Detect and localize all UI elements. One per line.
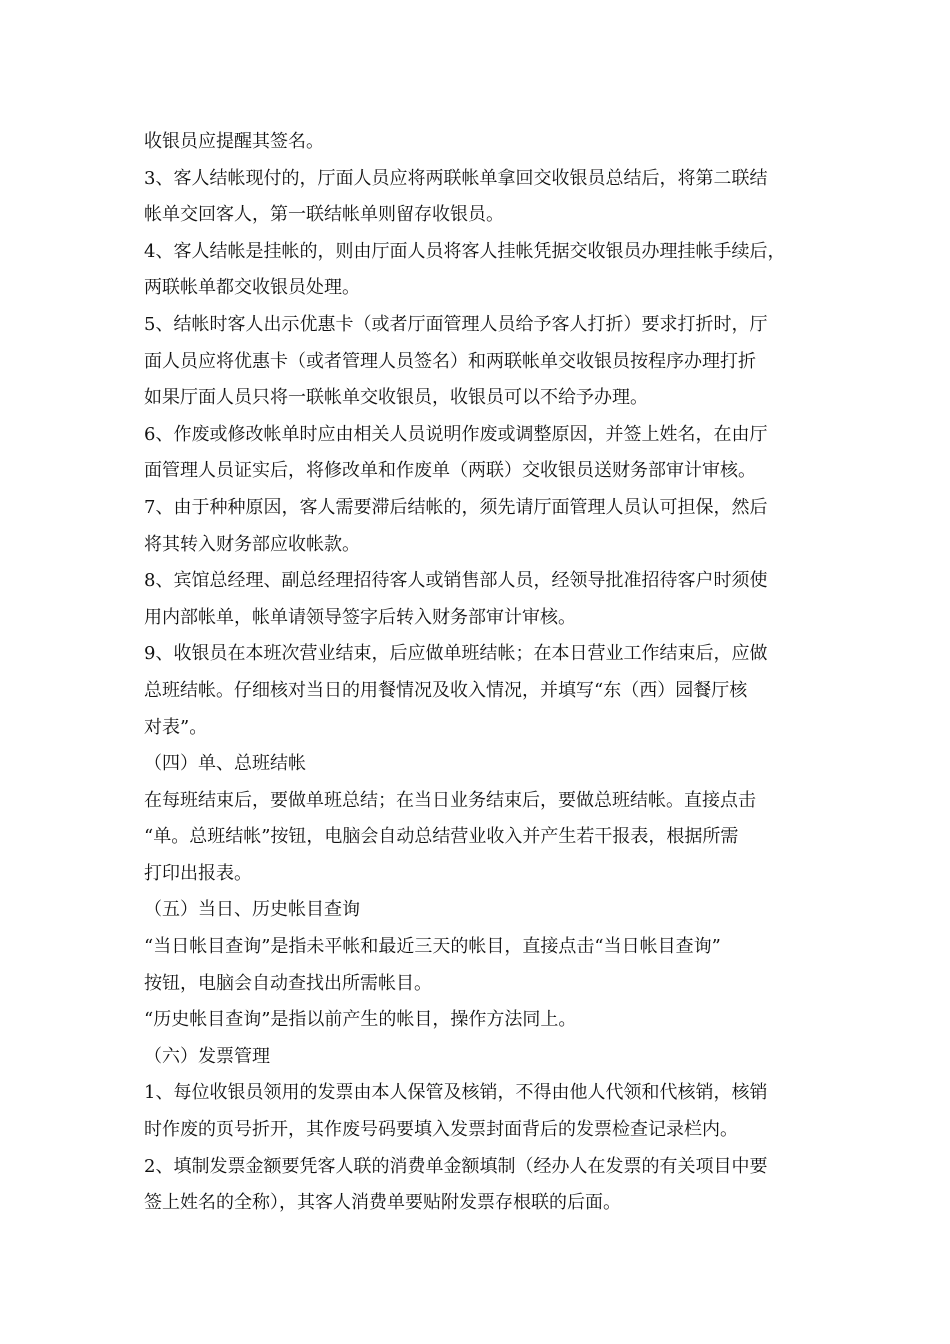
- text-line: 4、客人结帐是挂帐的，则由厅面人员将客人挂帐凭据交收银员办理挂帐手续后，: [144, 240, 786, 262]
- section-heading: （六）发票管理: [144, 1045, 270, 1067]
- text-line: “当日帐目查询”是指未平帐和最近三天的帐目，直接点击“当日帐目查询”: [144, 936, 721, 958]
- document-body: [144, 124, 824, 1222]
- text-line: 8、宾馆总经理、副总经理招待客人或销售部人员，经领导批准招待客户时须使: [144, 570, 768, 592]
- text-line: 收银员应提醒其签名。: [144, 131, 324, 152]
- text-line: “单。总班结帐”按钮，电脑会自动总结营业收入并产生若干报表，根据所需: [144, 826, 739, 848]
- text-line: 1、每位收银员领用的发票由本人保管及核销，不得由他人代领和代核销，核销: [144, 1082, 768, 1104]
- text-line: 总班结帐。仔细核对当日的用餐情况及收入情况，并填写“东（西）园餐厅核: [144, 679, 748, 701]
- text-line: 两联帐单都交收银员处理。: [144, 277, 360, 299]
- text-line: 9、收银员在本班次营业结束，后应做单班结帐；在本日营业工作结束后，应做: [144, 643, 768, 665]
- text-line: 5、结帐时客人出示优惠卡（或者厅面管理人员给予客人打折）要求打折时，厅: [144, 313, 768, 335]
- text-line: 帐单交回客人，第一联结帐单则留存收银员。: [144, 204, 504, 226]
- text-line: 7、由于种种原因，客人需要滞后结帐的，须先请厅面管理人员认可担保，然后: [144, 496, 768, 518]
- text-line: 用内部帐单，帐单请领导签字后转入财务部审计审核。: [144, 606, 576, 628]
- text-line: 时作废的页号折开，其作废号码要填入发票封面背后的发票检查记录栏内。: [144, 1119, 738, 1141]
- text-line: 按钮，电脑会自动查找出所需帐目。: [144, 972, 432, 994]
- section-heading: （五）当日、历史帐目查询: [144, 899, 360, 921]
- text-line: 6、作废或修改帐单时应由相关人员说明作废或调整原因，并签上姓名，在由厅: [144, 423, 768, 445]
- section-heading: （四）单、总班结帐: [144, 753, 306, 775]
- text-line: 在每班结束后，要做单班总结；在当日业务结束后，要做总班结帐。直接点击: [144, 789, 756, 811]
- text-line: 3、客人结帐现付的，厅面人员应将两联帐单拿回交收银员总结后，将第二联结: [144, 167, 768, 189]
- text-line: 如果厅面人员只将一联帐单交收银员，收银员可以不给予办理。: [144, 387, 648, 409]
- text-line: “历史帐目查询”是指以前产生的帐目，操作方法同上。: [144, 1009, 577, 1031]
- text-line: 对表”。: [144, 716, 208, 738]
- text-line: 面管理人员证实后，将修改单和作废单（两联）交收银员送财务部审计审核。: [144, 460, 756, 482]
- text-line: 将其转入财务部应收帐款。: [144, 533, 360, 555]
- text-line: 2、填制发票金额要凭客人联的消费单金额填制（经办人在发票的有关项目中要: [144, 1155, 768, 1177]
- text-line: 打印出报表。: [144, 862, 252, 884]
- text-line: 面人员应将优惠卡（或者管理人员签名）和两联帐单交收银员按程序办理打折: [144, 350, 756, 372]
- text-line: 签上姓名的全称），其客人消费单要贴附发票存根联的后面。: [144, 1192, 621, 1214]
